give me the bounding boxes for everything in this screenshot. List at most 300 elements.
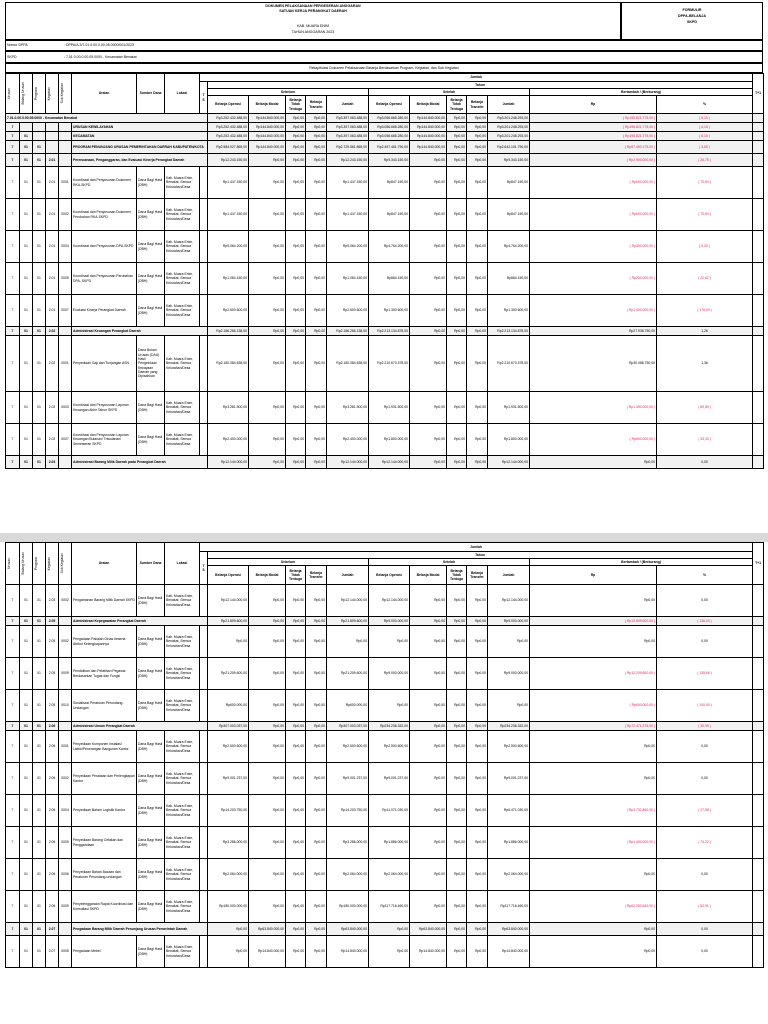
value-s-j: Rp180.000.000,00 [327, 891, 369, 923]
col-setelah: Setelah [369, 89, 530, 96]
uraian: Pengadaan Mebel [72, 936, 137, 968]
value-s-j: Rp1.447.150,00 [327, 167, 369, 199]
value-s-btt: Rp0,00 [286, 936, 306, 968]
delta-rp: ( Rp195.821.775,00 ) [530, 123, 657, 132]
delta-pct: 0,00 [657, 626, 753, 658]
col-s-bo: Belanja Operasi [208, 96, 249, 114]
value-s-bt: Rp0,00 [306, 827, 327, 859]
ts-cell [200, 392, 208, 424]
value-s-j: Rp14.840.000,00 [327, 936, 369, 968]
code-bidang: 01 [20, 132, 33, 141]
value-s-bm: Rp144.840.000,00 [249, 141, 286, 154]
t1-cell [753, 327, 764, 336]
ts-cell [200, 658, 208, 690]
value-s-bt: Rp0,00 [306, 690, 327, 722]
table-row [6, 114, 764, 123]
code-kegiatan: 2.05 [46, 690, 59, 722]
delta-pct: ( 52,91 ) [657, 891, 753, 923]
lokasi: Kab. Muara Enim, Benakat, Semua Kelurahan/Desa [165, 295, 200, 327]
lokasi: Kab. Muara Enim, Benakat, Semua Kelurahan/Desa [165, 795, 200, 827]
code-sub: 0005 [59, 936, 72, 968]
delta-rp: ( Rp600.000,00 ) [530, 167, 657, 199]
value-s-bo: Rp12.144.000,00 [208, 585, 249, 617]
value-a-j: Rp12.144.000,00 [488, 456, 530, 469]
value-s-bt: Rp0,00 [306, 167, 327, 199]
value-s-bt: Rp0,00 [306, 658, 327, 690]
col-s-bm: Belanja Modal [249, 566, 286, 585]
value-s-bo: Rp0,00 [208, 936, 249, 968]
value-s-j: Rp9.001.237,00 [327, 763, 369, 795]
value-a-bo: Rp0,00 [369, 626, 410, 658]
col-a-bo: Belanja Operasi [369, 566, 410, 585]
value-s-j: Rp14.203.750,00 [327, 795, 369, 827]
t1-cell [753, 585, 764, 617]
code-urusan: 7 [6, 936, 20, 968]
value-a-j: Rp2.064.000,00 [488, 859, 530, 891]
code-bidang: 01 [20, 891, 33, 923]
delta-rp: Rp0,00 [530, 731, 657, 763]
code-kegiatan: 2.01 [46, 295, 59, 327]
code-program: 01 [33, 263, 46, 295]
form-title-2: DPPA-BELANJA [678, 14, 706, 18]
code-bidang [20, 123, 33, 132]
value-a-bm: Rp0,00 [410, 392, 447, 424]
code-sub: 0003 [59, 392, 72, 424]
value-a-bt: Rp0,00 [467, 456, 488, 469]
code-program: 01 [33, 231, 46, 263]
delta-pct: 0,00 [657, 731, 753, 763]
code-urusan: 7 [6, 231, 20, 263]
value-s-bo: Rp1.447.150,00 [208, 167, 249, 199]
sumber-dana: Dana Bagi Hasil (DBH) [137, 936, 165, 968]
value-s-bm: Rp0,00 [249, 891, 286, 923]
value-s-bm: Rp144.840.000,00 [249, 132, 286, 141]
code-kegiatan [46, 123, 59, 132]
value-s-btt: Rp0,00 [286, 123, 306, 132]
value-a-bm: Rp0,00 [410, 658, 447, 690]
code-urusan: 7 [6, 923, 20, 936]
code-urusan: 7 [6, 690, 20, 722]
delta-pct: ( 33,33 ) [657, 424, 753, 456]
t1-cell [753, 891, 764, 923]
value-a-bm: Rp0,00 [410, 336, 447, 392]
value-s-j: Rp5.064.200,00 [327, 231, 369, 263]
code-program: 01 [33, 617, 46, 626]
budget-table [5, 73, 764, 469]
value-s-bm: Rp0,00 [249, 424, 286, 456]
value-a-bt: Rp0,00 [467, 132, 488, 141]
code-program: 01 [33, 923, 46, 936]
code-program: 01 [33, 731, 46, 763]
value-s-bm: Rp144.840.000,00 [249, 114, 286, 123]
code-program: 01 [33, 199, 46, 231]
delta-rp: ( Rp1.400.000,00 ) [530, 827, 657, 859]
value-a-btt: Rp0,00 [447, 923, 467, 936]
t1-cell [753, 231, 764, 263]
value-s-bt: Rp0,00 [306, 891, 327, 923]
value-a-bo: Rp2.500.600,00 [369, 731, 410, 763]
table-row [6, 923, 764, 936]
value-s-btt: Rp0,00 [286, 114, 306, 123]
uraian: URUSAN KEWILAYAHAN [72, 123, 208, 132]
value-s-bm: Rp0,00 [249, 763, 286, 795]
col-s-btt: Belanja Tidak Terduga [286, 96, 306, 114]
uraian: Koordinasi dan Penyusunan DPA-SKPD [72, 231, 137, 263]
t1-cell [753, 795, 764, 827]
delta-pct: 1,36 [657, 336, 753, 392]
col-a-jml: Jumlah [488, 566, 530, 585]
value-s-bt: Rp0,00 [306, 923, 327, 936]
uraian: Penyediaan Komponen Instalasi Listrik/Penerangan Bangunan Kantor [72, 731, 137, 763]
value-s-bm: Rp0,00 [249, 456, 286, 469]
code-bidang: 01 [20, 722, 33, 731]
value-s-btt: Rp0,00 [286, 827, 306, 859]
value-s-btt: Rp0,00 [286, 141, 306, 154]
ts-cell [200, 795, 208, 827]
code-urusan: 7 [6, 859, 20, 891]
value-a-btt: Rp0,00 [447, 295, 467, 327]
value-s-bo: Rp3.281.500,00 [208, 392, 249, 424]
table-row [6, 795, 764, 827]
value-a-j: Rp2.642.101.790,00 [488, 141, 530, 154]
t1-cell [753, 154, 764, 167]
value-a-btt: Rp0,00 [447, 424, 467, 456]
col-sebelum: Sebelum [208, 559, 369, 566]
doc-region: KAB. MUARA ENIM [297, 24, 329, 28]
nomor-value: : DPPA/A.3/7.01.0.00.0.00.05.0000/001/2023 [64, 43, 134, 47]
col-tahun: Tahun [208, 82, 753, 89]
lokasi: Kab. Muara Enim, Benakat, Semua Kelurahan/Desa [165, 263, 200, 295]
value-a-btt: Rp0,00 [447, 167, 467, 199]
value-a-bo: Rp11.071.030,00 [369, 795, 410, 827]
code-sub: 0004 [59, 231, 72, 263]
code-program: 01 [33, 795, 46, 827]
value-a-btt: Rp0,00 [447, 231, 467, 263]
value-s-bt: Rp0,00 [306, 722, 327, 731]
code-urusan: 7 [6, 336, 20, 392]
code-sub: 0001 [59, 336, 72, 392]
value-a-btt: Rp0,00 [447, 827, 467, 859]
code-urusan: 7 [6, 327, 20, 336]
code-sub [59, 327, 72, 336]
table-row [6, 123, 764, 132]
value-s-bo: Rp600.000,00 [208, 690, 249, 722]
value-a-bo: Rp9.001.237,00 [369, 763, 410, 795]
value-a-btt: Rp0,00 [447, 795, 467, 827]
value-a-j: Rp3.201.248.293,00 [488, 123, 530, 132]
value-s-bo: Rp5.064.200,00 [208, 231, 249, 263]
code-sub: 0005 [59, 827, 72, 859]
value-s-j: Rp12.243.150,00 [327, 154, 369, 167]
uraian: Pengadaan Barang Milik Daerah Penunjang Urusan Pemerintah Daerah [72, 923, 208, 936]
value-a-bo: Rp9.000.000,00 [369, 658, 410, 690]
delta-rp: Rp27.938.750,00 [530, 327, 657, 336]
value-a-bt: Rp0,00 [467, 658, 488, 690]
code-urusan: 7 [6, 658, 20, 690]
value-s-j: Rp12.144.000,00 [327, 456, 369, 469]
t1-cell [753, 141, 764, 154]
code-urusan: 7 [6, 722, 20, 731]
doc-title: DOKUMEN PELAKSANAAN PERGESERAN ANGGARAN [265, 4, 361, 8]
t1-cell [753, 336, 764, 392]
delta-rp: ( Rp1.400.000,00 ) [530, 295, 657, 327]
delta-rp: ( Rp600.000,00 ) [530, 690, 657, 722]
code-urusan: 7 [6, 731, 20, 763]
table-row [6, 167, 764, 199]
sumber-dana: Dana Bukan Urusan (DAU) Hasil Pengelolaan Kekayaan Daerah yang Dipisahkan [137, 336, 165, 392]
value-s-bm: Rp14.840.000,00 [249, 936, 286, 968]
value-s-btt: Rp0,00 [286, 295, 306, 327]
delta-rp: ( Rp62.283.540,00 ) [530, 891, 657, 923]
ts-cell [200, 859, 208, 891]
code-program: 01 [33, 336, 46, 392]
value-a-btt: Rp0,00 [447, 141, 467, 154]
value-s-bo: Rp2.600.600,00 [208, 295, 249, 327]
ts-cell [200, 263, 208, 295]
doc-subtitle: SATUAN KERJA PERANGKAT DAERAH [279, 9, 347, 13]
col-urusan: Urusan [7, 88, 11, 99]
value-s-bt: Rp0,00 [306, 295, 327, 327]
page-2 [0, 542, 768, 1024]
value-a-bo: Rp0,00 [369, 690, 410, 722]
value-a-btt: Rp0,00 [447, 336, 467, 392]
value-a-j: Rp2.210.673.378,00 [488, 336, 530, 392]
ts-cell [200, 626, 208, 658]
ts-cell [200, 231, 208, 263]
col-tahun: Tahun [208, 552, 753, 559]
code-kegiatan: 2.01 [46, 154, 59, 167]
value-s-bt: Rp0,00 [306, 617, 327, 626]
value-s-j: Rp2.064.000,00 [327, 859, 369, 891]
code-bidang: 01 [20, 327, 33, 336]
value-s-bo: Rp21.809.600,00 [208, 617, 249, 626]
value-s-btt: Rp0,00 [286, 585, 306, 617]
table-row [6, 141, 764, 154]
code-sub [59, 141, 72, 154]
code-urusan: 7 [6, 827, 20, 859]
value-a-bm: Rp0,00 [410, 722, 447, 731]
value-a-j: Rp847.150,00 [488, 199, 530, 231]
col-sumber: Sumber Dana [137, 543, 165, 585]
value-a-bt: Rp0,00 [467, 199, 488, 231]
value-a-bo: Rp117.716.460,00 [369, 891, 410, 923]
col-t1: T+1 [753, 543, 764, 585]
uraian: Koordinasi dan Penyusunan Laporan Keuangan Bulanan/ Triwulanan/ Semesteran SKPD [72, 424, 137, 456]
col-sub: Sub Kegiatan [60, 83, 64, 104]
code-sub: 0002 [59, 626, 72, 658]
code-kegiatan: 2.02 [46, 327, 59, 336]
code-program: 01 [33, 327, 46, 336]
lokasi: Kab. Muara Enim, Benakat, Semua Kelurahan/Desa [165, 336, 200, 392]
delta-pct: ( 6,15 ) [657, 114, 753, 123]
code-kegiatan: 2.05 [46, 658, 59, 690]
value-s-bo: Rp180.000.000,00 [208, 891, 249, 923]
col-a-jml: Jumlah [488, 96, 530, 114]
value-s-bt: Rp0,00 [306, 154, 327, 167]
lokasi: Kab. Muara Enim, Benakat, Semua Kelurahan/Desa [165, 392, 200, 424]
t1-cell [753, 392, 764, 424]
value-s-btt: Rp0,00 [286, 617, 306, 626]
value-s-bt: Rp0,00 [306, 392, 327, 424]
value-a-j: Rp847.150,00 [488, 167, 530, 199]
code-bidang: 01 [20, 763, 33, 795]
value-s-bo: Rp2.186.266.138,00 [208, 327, 249, 336]
col-jumlah: Jumlah [200, 74, 753, 82]
lokasi: Kab. Muara Enim, Benakat, Semua Kelurahan/Desa [165, 936, 200, 968]
col-rp: Rp [530, 96, 657, 114]
delta-rp: Rp0,00 [530, 456, 657, 469]
code-kegiatan: 2.02 [46, 392, 59, 424]
value-s-btt: Rp0,00 [286, 336, 306, 392]
code-sub [59, 132, 72, 141]
value-a-bo: Rp2.497.461.790,00 [369, 141, 410, 154]
code-kegiatan [46, 141, 59, 154]
code-program: 01 [33, 295, 46, 327]
value-s-btt: Rp0,00 [286, 795, 306, 827]
value-a-j: Rp12.144.000,00 [488, 585, 530, 617]
value-s-bm: Rp63.840.000,00 [249, 923, 286, 936]
col-s: S [202, 568, 205, 572]
code-kegiatan: 2.02 [46, 336, 59, 392]
value-a-j: Rp1.886.000,00 [488, 827, 530, 859]
lokasi: Kab. Muara Enim, Benakat, Semua Kelurahan/Desa [165, 891, 200, 923]
uraian: Pendidikan dan Pelatihan Pegawai Berdasarkan Tugas dan Fungsi [72, 658, 137, 690]
table-row [6, 731, 764, 763]
code-sub: 0010 [59, 690, 72, 722]
uraian: Koordinasi dan Penyusunan Laporan Keuangan Akhir Tahun SKPD [72, 392, 137, 424]
delta-pct: ( 22,62 ) [657, 263, 753, 295]
code-bidang: 01 [20, 424, 33, 456]
value-a-j: Rp0,00 [488, 690, 530, 722]
delta-pct: 0,00 [657, 456, 753, 469]
code-bidang: 01 [20, 231, 33, 263]
value-a-bo: Rp1.931.500,00 [369, 392, 410, 424]
code-bidang: 01 [20, 690, 33, 722]
ts-cell [200, 891, 208, 923]
value-a-bt: Rp0,00 [467, 154, 488, 167]
form-title-1: FORMULIR [682, 8, 702, 12]
col-a-bm: Belanja Modal [410, 566, 447, 585]
code-kegiatan: 2.06 [46, 731, 59, 763]
delta-rp: Rp30.088.750,00 [530, 336, 657, 392]
value-a-bt: Rp0,00 [467, 392, 488, 424]
uraian: Administrasi Keuangan Perangkat Daerah [72, 327, 208, 336]
value-a-bt: Rp0,00 [467, 141, 488, 154]
table-row [6, 199, 764, 231]
col-s-bo: Belanja Operasi [208, 566, 249, 585]
value-a-bt: Rp0,00 [467, 585, 488, 617]
value-s-bt: Rp0,00 [306, 424, 327, 456]
skpd-value: : 7.01.0.00.0.00.05.0000 - Kecamatan Benakat [64, 55, 137, 59]
value-s-bm: Rp0,00 [249, 827, 286, 859]
table-body [6, 114, 764, 469]
code-kegiatan: 2.06 [46, 827, 59, 859]
value-s-j: Rp3.397.063.488,00 [327, 114, 369, 123]
code-sub: 0006 [59, 859, 72, 891]
code-program [33, 132, 46, 141]
value-s-bm: Rp0,00 [249, 231, 286, 263]
value-a-bm: Rp0,00 [410, 795, 447, 827]
value-a-bm: Rp0,00 [410, 167, 447, 199]
code-sub [59, 154, 72, 167]
col-program: Program [34, 86, 38, 100]
code-urusan: 7 [6, 585, 20, 617]
value-s-bm: Rp0,00 [249, 731, 286, 763]
value-a-bt: Rp0,00 [467, 617, 488, 626]
sumber-dana: Dana Bagi Hasil (DBH) [137, 585, 165, 617]
t1-cell [753, 626, 764, 658]
code-urusan: 7 [6, 626, 20, 658]
value-s-bo: Rp2.180.084.638,00 [208, 336, 249, 392]
value-a-bo: Rp884.150,00 [369, 263, 410, 295]
value-a-bm: Rp0,00 [410, 763, 447, 795]
col-sebelum: Sebelum [208, 89, 369, 96]
value-a-j: Rp9.000.000,00 [488, 617, 530, 626]
value-s-btt: Rp0,00 [286, 626, 306, 658]
code-bidang: 01 [20, 585, 33, 617]
delta-pct: ( 69,89 ) [657, 392, 753, 424]
value-s-bt: Rp0,00 [306, 626, 327, 658]
uraian: Penyediaan Gaji dan Tunjangan ASN [72, 336, 137, 392]
lokasi: Kab. Muara Enim, Benakat, Semua Kelurahan/Desa [165, 658, 200, 690]
delta-rp: ( Rp2.900.000,00 ) [530, 154, 657, 167]
value-s-bt: Rp0,00 [306, 585, 327, 617]
col-urusan: Urusan [7, 558, 11, 569]
value-a-bm: Rp0,00 [410, 617, 447, 626]
col-uraian: Uraian [72, 74, 137, 114]
value-s-j: Rp1.447.150,00 [327, 199, 369, 231]
value-a-j: Rp117.716.460,00 [488, 891, 530, 923]
ts-cell [200, 585, 208, 617]
code-urusan: 7 [6, 263, 20, 295]
code-sub [59, 923, 72, 936]
code-program: 01 [33, 626, 46, 658]
value-s-bm: Rp0,00 [249, 263, 286, 295]
value-s-bt: Rp0,00 [306, 123, 327, 132]
ts-cell [200, 827, 208, 859]
value-a-bt: Rp0,00 [467, 295, 488, 327]
code-sub [59, 617, 72, 626]
value-a-btt: Rp0,00 [447, 132, 467, 141]
table-row [6, 722, 764, 731]
value-a-bm: Rp0,00 [410, 231, 447, 263]
delta-rp: ( Rp12.209.600,00 ) [530, 658, 657, 690]
value-s-j: Rp1.084.150,00 [327, 263, 369, 295]
delta-pct: ( 6,15 ) [657, 132, 753, 141]
table-row [6, 827, 764, 859]
t1-cell [753, 114, 764, 123]
t1-cell [753, 722, 764, 731]
value-a-bt: Rp0,00 [467, 626, 488, 658]
col-s-bt: Belanja Transfer [306, 566, 327, 585]
col-s: S [202, 97, 205, 102]
value-a-btt: Rp0,00 [447, 585, 467, 617]
code-kegiatan: 2.02 [46, 424, 59, 456]
table-row [6, 763, 764, 795]
value-s-btt: Rp0,00 [286, 731, 306, 763]
value-a-j: Rp2.213.134.878,00 [488, 327, 530, 336]
ts-cell [200, 731, 208, 763]
value-s-bt: Rp0,00 [306, 859, 327, 891]
value-s-bm: Rp0,00 [249, 199, 286, 231]
value-a-bt: Rp0,00 [467, 123, 488, 132]
col-bertambah: Bertambah / (Berkurang) [530, 559, 753, 566]
col-bertambah: Bertambah / (Berkurang) [530, 89, 753, 96]
delta-pct: ( 74,22 ) [657, 827, 753, 859]
uraian: KECAMATAN [72, 132, 208, 141]
value-s-btt: Rp0,00 [286, 763, 306, 795]
sumber-dana: Dana Bagi Hasil (DBH) [137, 295, 165, 327]
